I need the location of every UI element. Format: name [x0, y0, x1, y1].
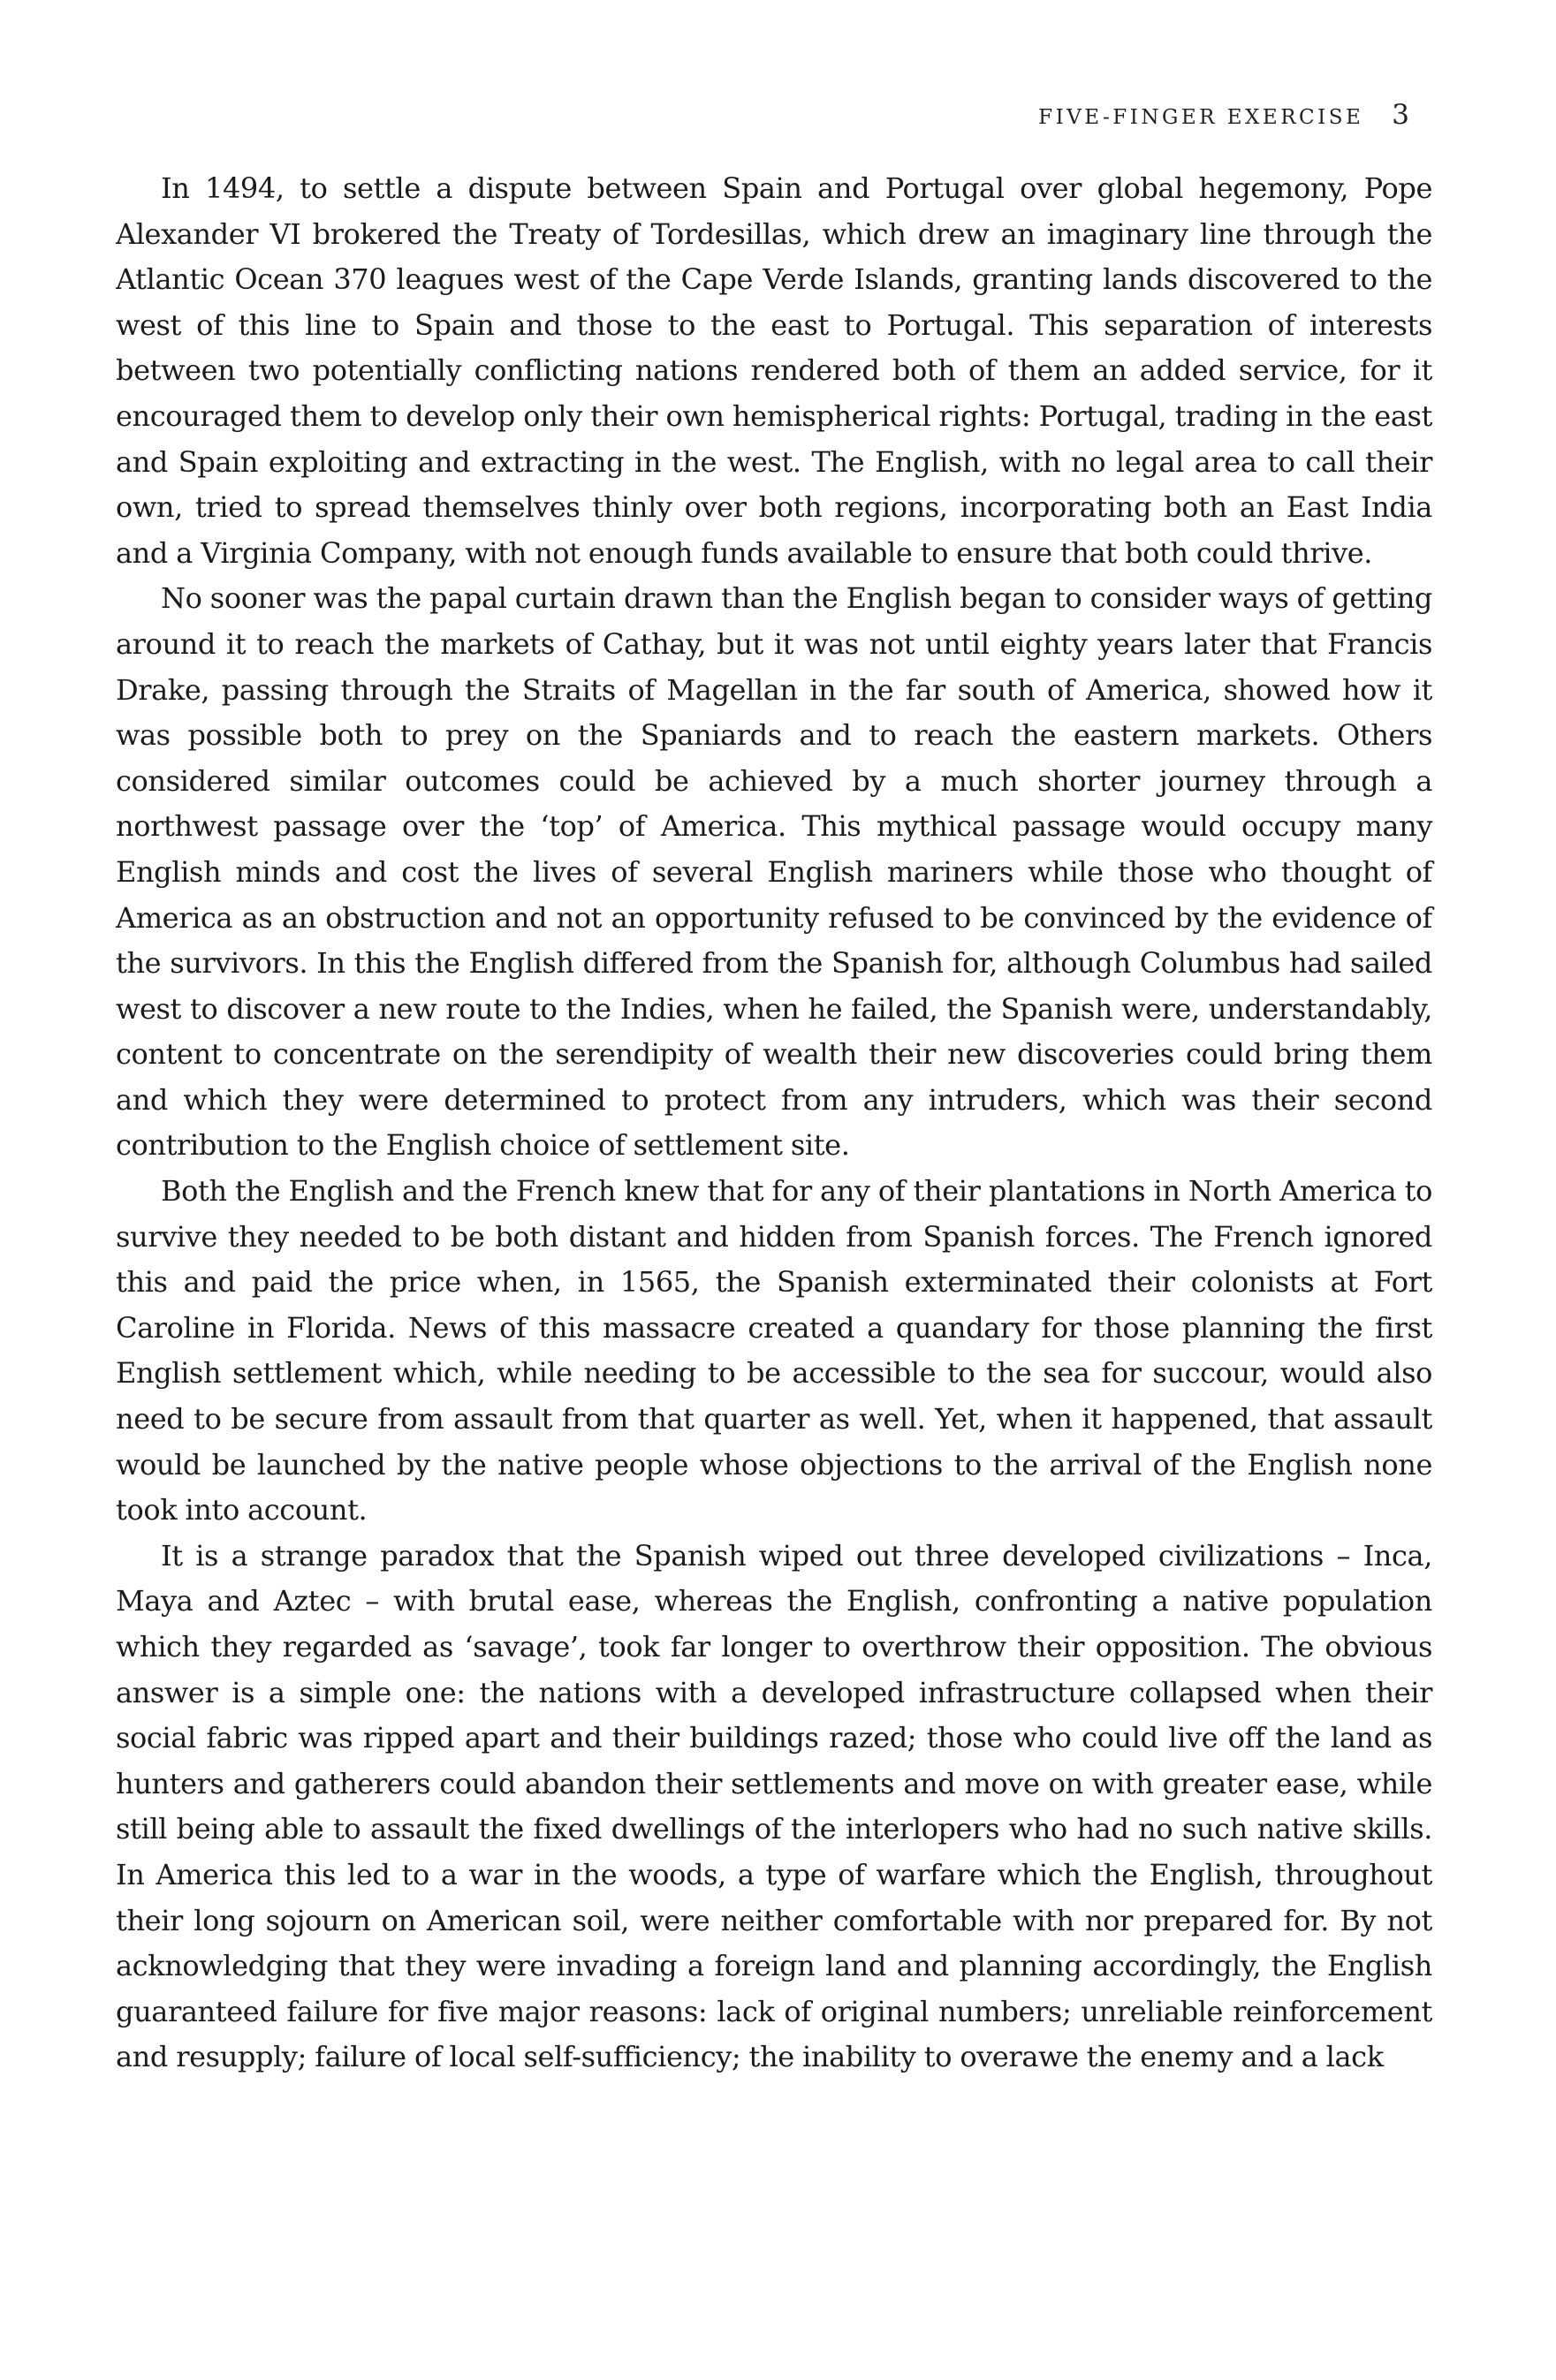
paragraph: In 1494, to settle a dispute between Spain and Portugal over global hegemony, Pope Alexander VI brokered the Treaty of Tordesillas, which drew an imaginary line through the Atlantic Ocean 370 leagues west of the Cape Verde Islands, granting lands discovered to the west of this line to Spain and those to the east to Portugal. This separation of interests between two potentially conflicting nations rendered both of them an added service, for it encouraged them to develop only their own hemispherical rights: Portugal, trading in the east and Spain exploiting and extracting in the west. The English, with no legal area to call their own, tried to spread themselves thinly over both regions, incorporating both an East India and a Virginia Company, with not enough funds available to ensure that both could thrive.: [116, 171, 1432, 570]
paragraph: No sooner was the papal curtain drawn than the English began to consider ways of getting around it to reach the markets of Cathay, but it was not until eighty years later that Francis Drake, passing through the Straits of Magellan in the far south of America, showed how it was possible both to prey on the Spaniards and to reach the eastern markets. Others considered similar outcomes could be achieved by a much shorter journey through a northwest passage over the ‘top’ of America. This mythical passage would occupy many English minds and cost the lives of several English mariners while those who thought of America as an obstruction and not an opportunity refused to be convinced by the evidence of the survivors. In this the English differed from the Spanish for, although Columbus had sailed west to discover a new route to the Indies, when he failed, the Spanish were, understandably, content to concentrate on the serendipity of wealth their new discoveries could bring them and which they were determined to protect from any intruders, which was their second contribution to the English choice of settlement site.: [116, 581, 1432, 1163]
body-text: [116, 166, 1432, 2081]
running-head: [1038, 99, 1409, 131]
paragraph: Both the English and the French knew that for any of their plantations in North America to survive they needed to be both distant and hidden from Spanish forces. The French ignored this and paid the price when, in 1565, the Spanish exterminated their colonists at Fort Caroline in Florida. News of this massacre created a quandary for those planning the first English settlement which, while needing to be accessible to the sea for succour, would also need to be secure from assault from that quarter as well. Yet, when it happened, that assault would be launched by the native people whose objections to the arrival of the English none took into account.: [116, 1174, 1432, 1527]
running-title: FIVE-FINGER EXERCISE: [1038, 106, 1364, 129]
page-number: 3: [1392, 99, 1409, 131]
paragraph: It is a strange paradox that the Spanish wiped out three developed civilizations – Inca, Maya and Aztec – with brutal ease, whereas the English, confronting a native population which they regarded as ‘savage’, took far longer to overthrow their opposition. The obvious answer is a simple one: the nations with a developed infrastructure collapsed when their social fabric was ripped apart and their buildings razed; those who could live off the land as hunters and gatherers could abandon their settlements and move on with greater ease, while still being able to assault the fixed dwellings of the interlopers who had no such native skills. In America this led to a war in the woods, a type of warfare which the English, throughout their long sojourn on American soil, were neither comfortable with nor prepared for. By not acknowledging that they were invading a foreign land and planning accordingly, the English guaranteed failure for five major reasons: lack of original numbers; unreliable reinforcement and resupply; failure of local self-sufficiency; the inability to overawe the enemy and a lack: [116, 1538, 1432, 2074]
